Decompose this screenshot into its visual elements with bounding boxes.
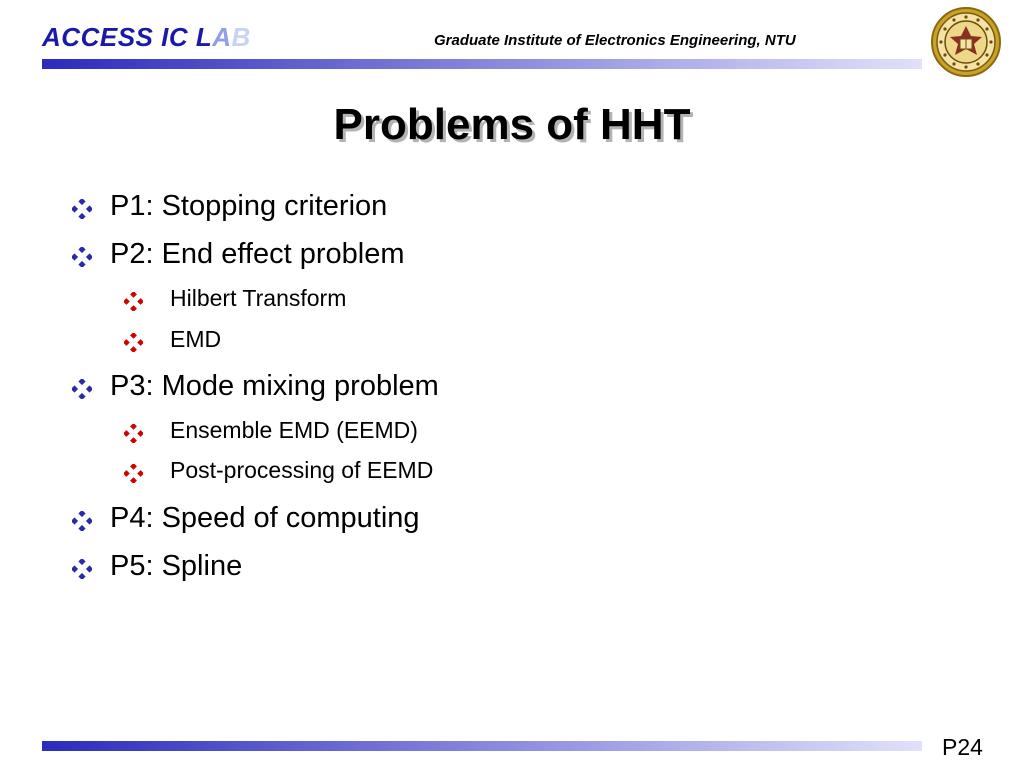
- bullet-item: P2: End effect problem: [110, 238, 405, 270]
- bullet-item: P3: Mode mixing problem: [110, 370, 439, 402]
- diamond-bullet-icon: [72, 511, 92, 531]
- diamond-bullet-icon: [72, 559, 92, 579]
- bullet-item: P4: Speed of computing: [110, 502, 420, 534]
- diamond-bullet-icon: [72, 379, 92, 399]
- institute-name: Graduate Institute of Electronics Engineering, NTU: [434, 32, 796, 49]
- lab-name: ACCESS IC LAB: [42, 22, 251, 52]
- diamond-bullet-icon: [124, 464, 143, 483]
- bullet-item: P5: Spline: [110, 550, 243, 582]
- diamond-bullet-icon: [72, 199, 92, 219]
- bullet-item: P1: Stopping criterion: [110, 190, 388, 222]
- slide-title: Problems of HHT: [333, 100, 691, 149]
- page-number: P24: [942, 734, 983, 760]
- diamond-bullet-icon: [124, 424, 143, 443]
- sub-bullet-item: EMD: [170, 326, 222, 352]
- sub-bullet-item: Post-processing of EEMD: [170, 457, 434, 483]
- diamond-bullet-icon: [72, 247, 92, 267]
- footer-bar: [42, 741, 922, 751]
- diamond-bullet-icon: [124, 292, 143, 311]
- sub-bullet-item: Ensemble EMD (EEMD): [170, 417, 418, 443]
- diamond-bullet-icon: [124, 333, 143, 352]
- sub-bullet-item: Hilbert Transform: [170, 285, 347, 311]
